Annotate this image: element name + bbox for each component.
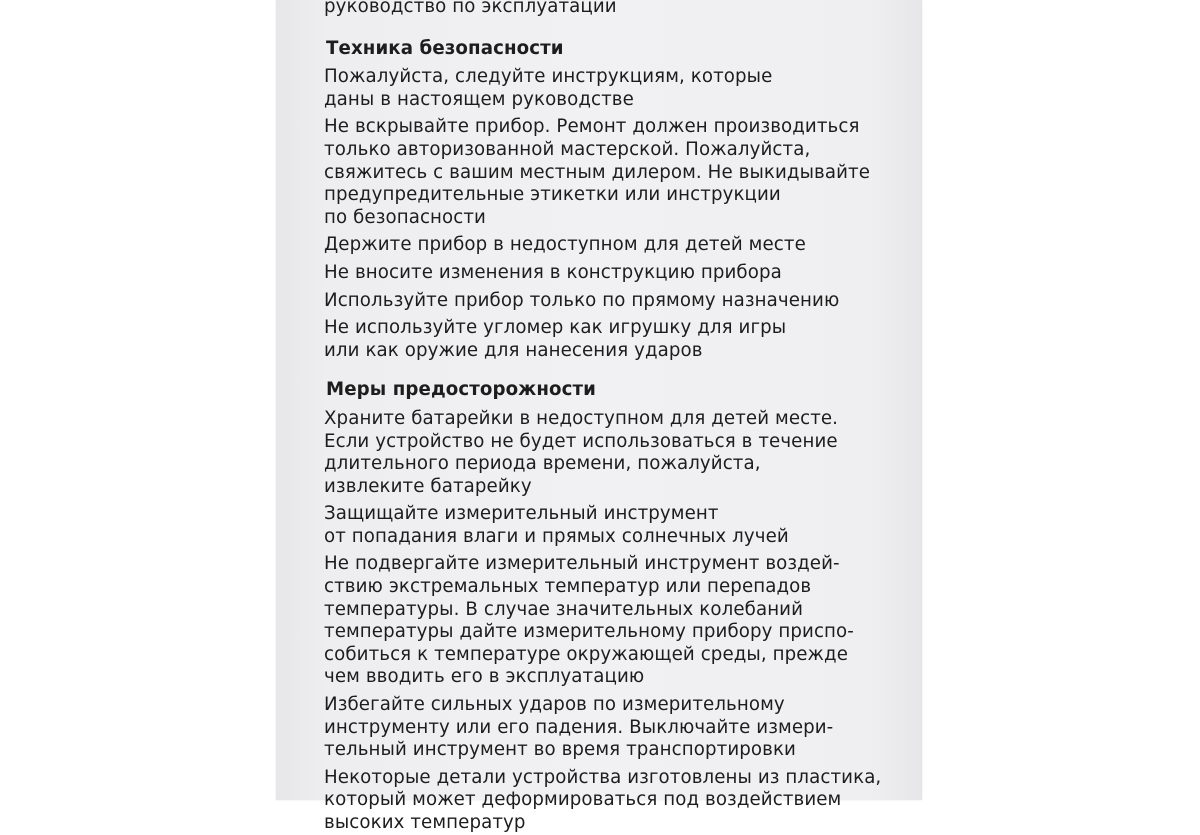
safety-paragraph: Держите прибор в недоступном для детей месте [324,234,806,256]
heading-safety: Техника безопасности [326,37,564,59]
manual-text [324,0,914,835]
precaution-paragraph: Избегайте сильных ударов по измерительному инструменту или его падения. Выключайте измери- тельный инструмент во время транспортировки [324,694,834,761]
safety-paragraph: Используйте прибор только по прямому назначению [324,289,840,311]
precaution-paragraph: Защищайте измерительный инструмент от попадания влаги и прямых солнечных лучей [324,503,789,547]
precaution-paragraph: Некоторые детали устройства изготовлены из пластика, который может деформироваться под воздействием высоких температур [324,766,882,833]
safety-paragraph: Не вносите изменения в конструкцию прибора [324,261,782,283]
safety-paragraph: Не вскрывайте прибор. Ремонт должен производиться только авторизованной мастерской. Пожалуйста, свяжитесь с вашим местным дилером. Не выкидывайте предупредительные этикетки или инструкции по безопасности [324,116,871,228]
precaution-paragraph: Не подвергайте измерительный инструмент воздей- ствию экстремальных температур или перепадов температуры. В случае значительных колебаний температуры дайте измерительному прибору приспо- собиться к температуре окружающей среды, прежде чем вводить его в эксплуатацию [324,553,854,688]
safety-paragraph: Не используйте угломер как игрушку для игры или как оружие для нанесения ударов [324,317,787,361]
safety-paragraph: Пожалуйста, следуйте инструкциям, которые даны в настоящем руководстве [324,66,773,110]
precaution-paragraph: Храните батарейки в недоступном для детей месте. Если устройство не будет использоваться в течение длительного периода времени, пожалуйста, извлеките батарейку [324,407,839,497]
manual-top-line: руководство по эксплуатации [324,0,617,17]
manual-page [276,0,922,833]
heading-precautions: Меры предосторожности [326,379,596,401]
